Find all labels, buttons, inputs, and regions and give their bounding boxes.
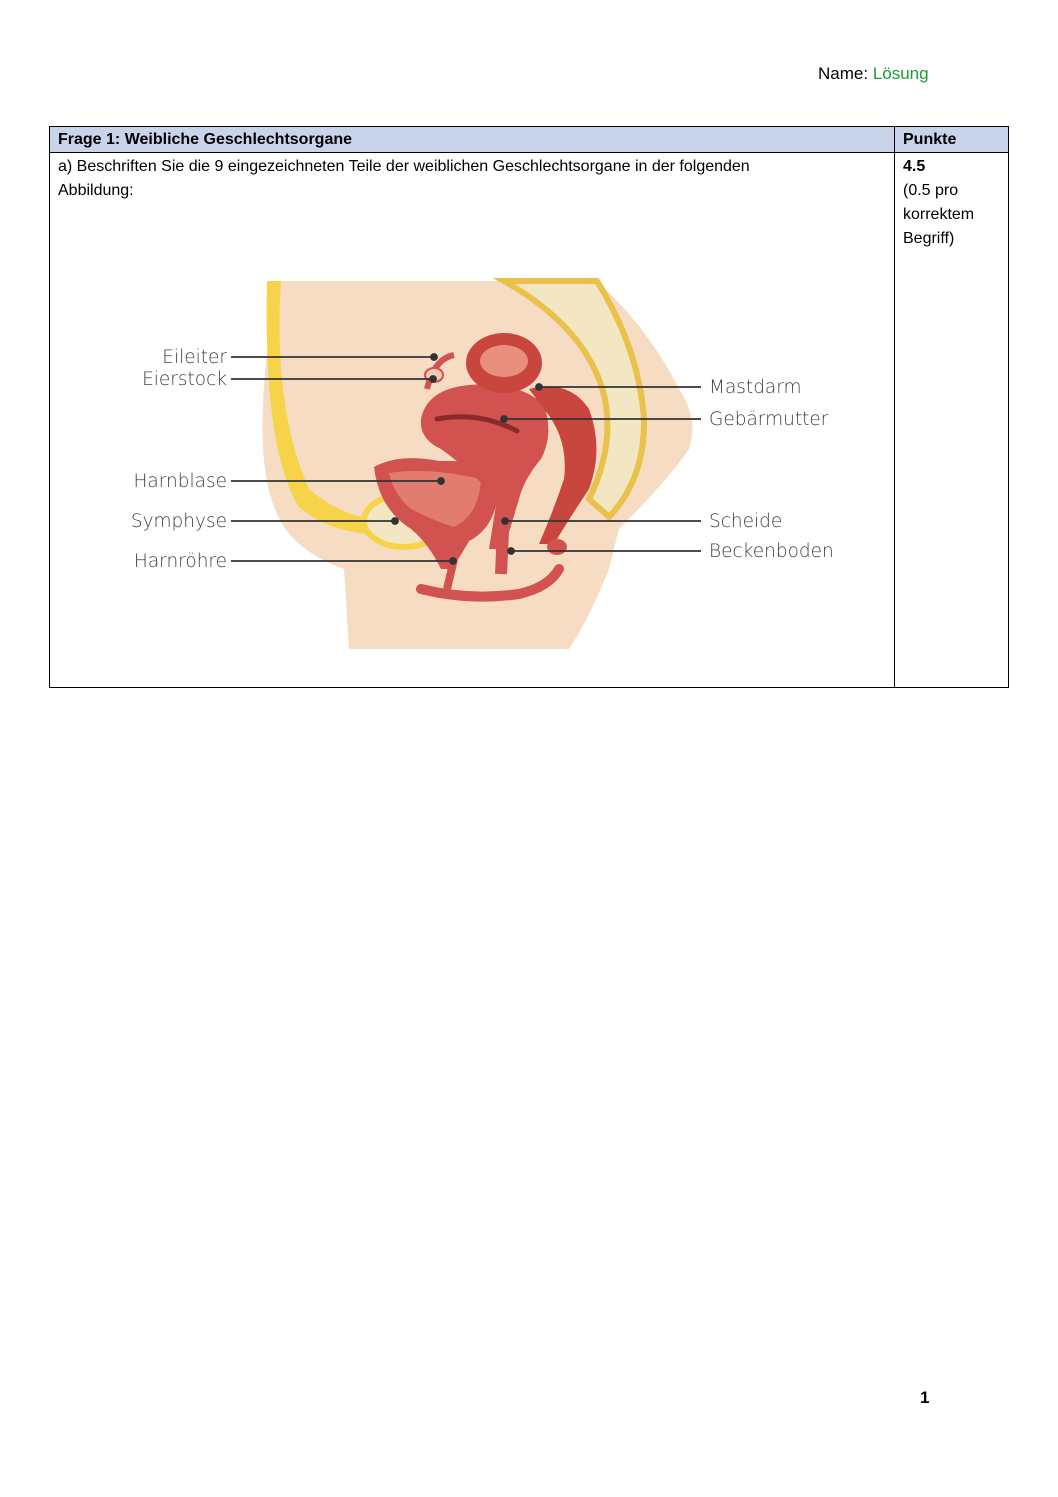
label-scheide: Scheide	[709, 511, 783, 532]
label-gebaermutter: Gebärmutter	[709, 409, 829, 430]
label-harnroehre: Harnröhre	[133, 551, 227, 572]
label-beckenboden: Beckenboden	[709, 541, 834, 562]
question-body	[50, 153, 895, 688]
points-note-2: korrektem	[903, 206, 975, 223]
page-number: 1	[920, 1388, 930, 1407]
label-mastdarm: Mastdarm	[709, 377, 802, 398]
question-table	[49, 126, 1009, 688]
prompt-line-1: a) Beschriften Sie die 9 eingezeichneten Teile der weiblichen Geschlechtsorgane in der folgenden	[58, 158, 750, 175]
label-harnblase: Harnblase	[133, 471, 227, 492]
question-body-row	[50, 153, 1009, 688]
label-symphyse: Symphyse	[130, 511, 227, 532]
prompt-line-2: Abbildung:	[58, 182, 134, 199]
colon-loop-inner	[480, 345, 528, 377]
points-note-3: Begriff)	[903, 230, 955, 247]
name-label: Name:	[818, 64, 869, 83]
points-value: 4.5	[903, 158, 926, 175]
points-note-1: (0.5 pro	[903, 182, 959, 199]
anatomy-figure	[49, 149, 877, 679]
name-line	[818, 64, 929, 84]
name-value: Lösung	[872, 64, 929, 83]
label-eierstock: Eierstock	[142, 369, 227, 390]
label-eileiter: Eileiter	[162, 347, 227, 368]
pelvic-floor-ring	[547, 539, 567, 555]
question-title: Frage 1: Weibliche Geschlechtsorgane	[50, 127, 895, 153]
points-header: Punkte	[895, 127, 1009, 153]
points-cell	[895, 153, 1009, 688]
